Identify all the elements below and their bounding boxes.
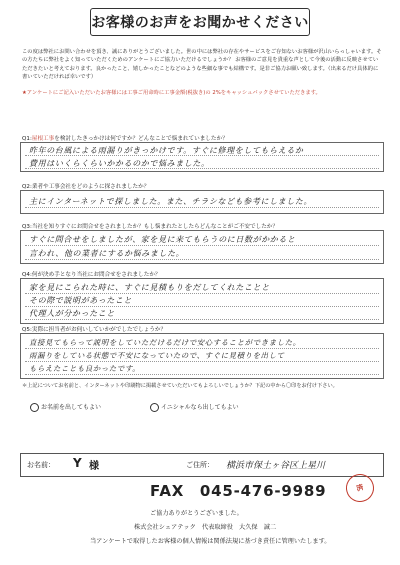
question-2: Q2:業者や工事会社をどのように探されましたか？ (22, 184, 150, 190)
publish-note: ＊上記についてお名前と、インターネットや印刷物に掲載させていただいてもよろしいでしょうか？下記の中から〇印をお付け下さい。 (22, 383, 338, 389)
footer-privacy: 当アンケートで取得したお客様の個人情報は関係法規に基づき責任に管理いたします。 (90, 538, 331, 545)
name-suffix: 様 (89, 461, 99, 472)
answer-box-4 (20, 278, 384, 324)
option-initial-ok[interactable]: イニシャルなら出してもよい (150, 402, 239, 412)
fax-number: FAX 045-476-9989 (150, 482, 327, 500)
address-label: ご住所： (186, 461, 214, 469)
answer-box-5 (20, 333, 384, 379)
answer-box-3 (20, 230, 384, 264)
question-1: Q1:屋根工事を検討したきっかけは何ですか？どんなことで悩まれていましたか？ (22, 136, 228, 142)
question-4: Q4:何が決め手となり当社にお問合せをされましたか？ (22, 272, 161, 278)
intro-text (22, 40, 382, 97)
footer-company: 株式会社シェアテック 代表取締役 大久保 誠二 (134, 524, 277, 531)
answer-5-line-2: 雨漏りをしている状態で不安になっていたので、すぐに見積りを出して (29, 351, 285, 360)
page-title: お客様のお声をお聞かせください (90, 8, 310, 36)
name-label: お名前： (27, 461, 55, 469)
question-5: Q5:実際に担当者がお伺いしていかがでしたでしょうか？ (22, 327, 167, 333)
received-stamp: 済 (343, 471, 377, 505)
footer-thanks: ご協力ありがとうございました。 (150, 510, 243, 517)
question-3: Q3:当社を知りすぐにお問合せをされましたか？もし悩まれたとしたらどんなことがご不安でしたか？ (22, 224, 278, 230)
answer-3-line-2: 言われ、他の業者にするか悩みました。 (29, 249, 185, 258)
answer-4-line-1: 家を見にこられた時に、すぐに見積もりをだしてくれたことと (29, 283, 270, 292)
radio-option-2[interactable] (150, 403, 159, 412)
option-name-ok[interactable]: お名前を出してもよい (30, 402, 101, 412)
name-address-box (20, 453, 384, 477)
answer-5-line-3: もらえたことも良かったです。 (29, 364, 141, 373)
address-value: 横浜市保土ヶ谷区上星川 (226, 461, 326, 471)
answer-1-line-2: 費用はいくらくらいかかるのかで悩みました。 (29, 159, 210, 168)
answer-box-1 (20, 142, 384, 172)
answer-5-line-1: 直接見てもらって説明をしていただけるだけで安心することができました。 (29, 338, 301, 347)
intro-paragraph: この度は弊社にお問い合わせを頂き、誠にありがとうございました。世の中には弊社の存在やサービスをご存知ないお客様が沢山いらっしゃいます。その方たちに弊社をよく知っていただくためのアンケートにご協力いただけるでしょうか？ お客様のご意見を貴重な声として今後の活動に反映させていただきたいと考えております。良かったこと、嬉しかったことなどのような些細な事でも結構です。是非ご協力お願い致します。（出来るだけ具体的に書いていただければ幸いです） (22, 49, 382, 80)
answer-1-line-1: 昨年の台風による雨漏りがきっかけです。すぐに修理をしてもらえるか (29, 146, 304, 155)
answer-box-2 (20, 190, 384, 214)
answer-2-line-1: 主にインターネットで探しました。また、チラシなども参考にしました。 (29, 197, 313, 206)
answer-3-line-1: すぐに問合せをしましたが、家を見に来てもらうのに日数がかかると (29, 235, 296, 244)
question-1-highlight: 屋根工事 (31, 136, 55, 142)
answer-4-line-2: その際で説明があったこと (29, 296, 133, 305)
radio-option-1[interactable] (30, 403, 39, 412)
name-value: Y (73, 456, 82, 470)
cashback-note: ★アンケートにご記入いただいたお客様には工事ご用命時に工事金額(税抜き)の 2%をキャッシュバックさせていただきます。 (22, 90, 321, 97)
answer-4-line-3: 代理人が分かったこと (29, 309, 115, 318)
